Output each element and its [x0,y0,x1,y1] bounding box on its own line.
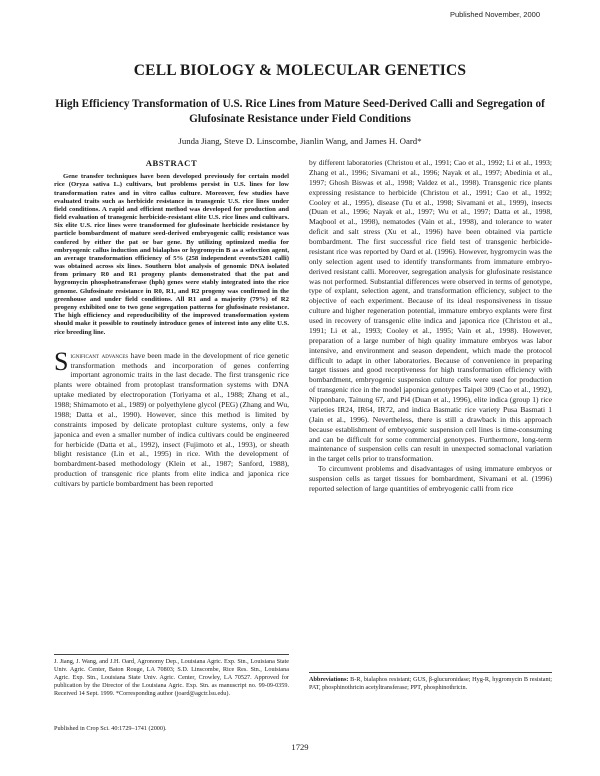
right-column [309,158,552,494]
abbreviations-footnote [309,676,552,692]
footnote-rule-right [309,672,552,673]
page-number: 1729 [291,742,309,752]
right-paragraph-2: To circumvent problems and disadvantages of using immature embryos or suspension cells as target tissues for bombardment, Sivamani et al. (1996) reported selection of large quantities of embryogenic calli from rice [309,464,552,493]
left-column [54,158,289,489]
abbreviations-label: Abbreviations: [309,676,349,683]
introduction-paragraph [54,346,289,489]
abstract-text: Gene transfer techniques have been developed previously for certain model rice (Oryza sativa L.) cultivars, but problems persist in U.S. lines for low transformation rates and in vitro callus culture. Moreover, few studies have evaluated traits such as herbicide resistance in transgenic U.S. rice lines under field conditions. A rapid and efficient method was developed for production and field evaluation of transgenic herbicide-resistant elite U.S. rice lines and cultivars. Six elite U.S. rice lines were transformed for glufosinate herbicide resistance by particle bombardment of mature seed-derived embryogenic calli; resistance was confered by either the pat or bar gene. By utilizing optimized media for embryogenic callus induction and bialaphos or hygromycin B as a selection agent, an average transformation efficiency of 5% (258 independent events/5201 calli) was obtained across six lines. Southern blot analysis of genomic DNA isolated from primary R0 and R1 progeny plants demonstrated that the pat and hygromycin phosphotransferase (hph) genes were stably integrated into the rice genome. Glufosinate resistance in R0, R1, and R2 progeny was confirmed in the greenhouse and under field conditions. All R1 and a majority (79%) of R2 progeny exhibited one to two gene segregation patterns for glufosinate resistance. The high efficiency and reproducibility of the improved transformation system should make it possible to routinely introduce genes of interest into any elite U.S. rice breeding line. [54,173,289,336]
section-heading: CELL BIOLOGY & MOLECULAR GENETICS [133,62,467,79]
abstract-heading: ABSTRACT [145,158,198,168]
publication-note: Published in Crop Sci. 40:1729–1741 (2000). [54,725,167,732]
author-list: Junda Jiang, Steve D. Linscombe, Jianlin Wang, and James H. Oard* [178,136,422,146]
right-paragraph-1: by different laboratories (Christou et al., 1991; Cao et al., 1992; Li et al., 1993; Zhang et al., 1996; Sivamani et al., 1996; Nayak et al., 1997; Abedinia et al., 1997; Ghosh Biswas et al., 1998; Valdez et al., 1998). Transgenic rice plants expressing resistance to herbicide (Christou et al., 1991; Cao et al., 1992; Cooley et al., 1995), disease (Tu et al., 1998; Sivamani et al., 1999), insects (Duan et al., 1996; Nayak et al., 1997; Wu et al., 1997; Datta et al., 1998, Maqbool et al., 1998), nematodes (Vain et al., 1998), and tolerance to water deficit and salt stress (Xu et al., 1996) have been obtained via particle bombardment. The first successful rice field test of transgenic herbicide-resistant rice was reported by Oard et al. (1996). However, hygromycin was the only selection agent used to identify transformants from immature embryo-derived resistant calli. Moreover, segregation analysis for glufosinate resistance was not performed. Substantial differences were observed in terms of genotype, type of explant, selection agent, and transformation efficiency, subject to the objective of each experiment. Because of its ideal responsiveness in tissue culture and higher regeneration potential, immature embryo explants were first used in recovery of transgenic elite indica and japonica rice (Christou et al., 1991; Li et al., 1993; Cooley et al., 1995; Vain et al., 1998). However, preparation of a large number of high quality immature embryos was labor intensive, and environment and season dependent, which made the protocol difficult to adapt in other laboratories. Because of convenience in preparing target tissues and good receptiveness for high transformation efficiency with bombardment, embryogenic suspension culture cells were used for production of transgenic rice in the model japonica genotypes Taipei 309 (Cao et al., 1992), Nipponbare, Tainung 67, and Pi4 (Duan et al., 1996), elite indica (group 1) rice varieties IR24, IR64, IR72, and indica Basmatic rice variety Pusa Basmati 1 (Jain et al., 1996). Nevertheless, there is still a drawback in this approach because establishment of embryogenic suspension cell lines is time-consuming and can be difficult for some commercial genotypes. Furthermore, long-term maintenance of suspension cells can result in unexpected somaclonal variation in the target cells prior to transformation. [309,158,552,464]
abbreviations-text: B-R, bialaphos resistant; GUS, β-glucuronidase; Hyg-R, hygromycin B resistant; PAT, phosphinothricin acetyltransferase; PPT, phosphinothricin. [309,676,552,692]
published-date: Published November, 2000 [449,10,540,19]
affiliation-footnote: J. Jiang, J. Wang, and J.H. Oard, Agronomy Dep., Louisiana Agric. Exp. Stn., Louisiana State Univ. Agric. Center, Baton Rouge, LA 70803; S.D. Linscombe, Rice Res. Stn., Louisiana Agric. Exp. Stn., Louisiana State Univ. Agric. Center, Crowley, LA 70527. Approved for publication by the Director of the Louisiana Agric. Exp. Stn. as manuscript no. 99-09-0359. Received 14 Sept. 1999. *Corresponding author (joard@agctr.lsu.edu). [54,658,289,698]
drop-cap: S [54,346,69,376]
article-title: High Efficiency Transformation of U.S. Rice Lines from Mature Seed-Derived Calli and Segregation of Glufosinate Resistance under Field Conditions [55,98,545,126]
footnote-rule-left [54,654,289,655]
intro-text: have been made in the development of rice genetic transformation methods and incorporation of genes conferring important agronomic traits in the last decade. The first transgenic rice plants were obtained from protoplast transformation systems with DNA uptake mediated by electroporation (Toriyama et al., 1988; Zhang et al., 1988; Shimamoto et al., 1989) or polyethylene glycol (PEG) (Zhang and Wu, 1988; Datta et al., 1990). However, since this method is limited by constraints imposed by delicate protoplast culture systems, only a few japonica and even a smaller number of indica cultivars could be engineered for herbicide (Datta et al., 1992), insect (Fujimoto et al., 1993), or sheath blight resistance (Lin et al., 1995) in rice. With the development of bombardment-based methodology (Klein et al., 1987; Sanford, 1988), production of transgenic rice plants from elite indica and japonica rice cultivars by particle bombardment has been reported [54,350,289,489]
intro-lead-in: ignificant advances [70,350,129,360]
